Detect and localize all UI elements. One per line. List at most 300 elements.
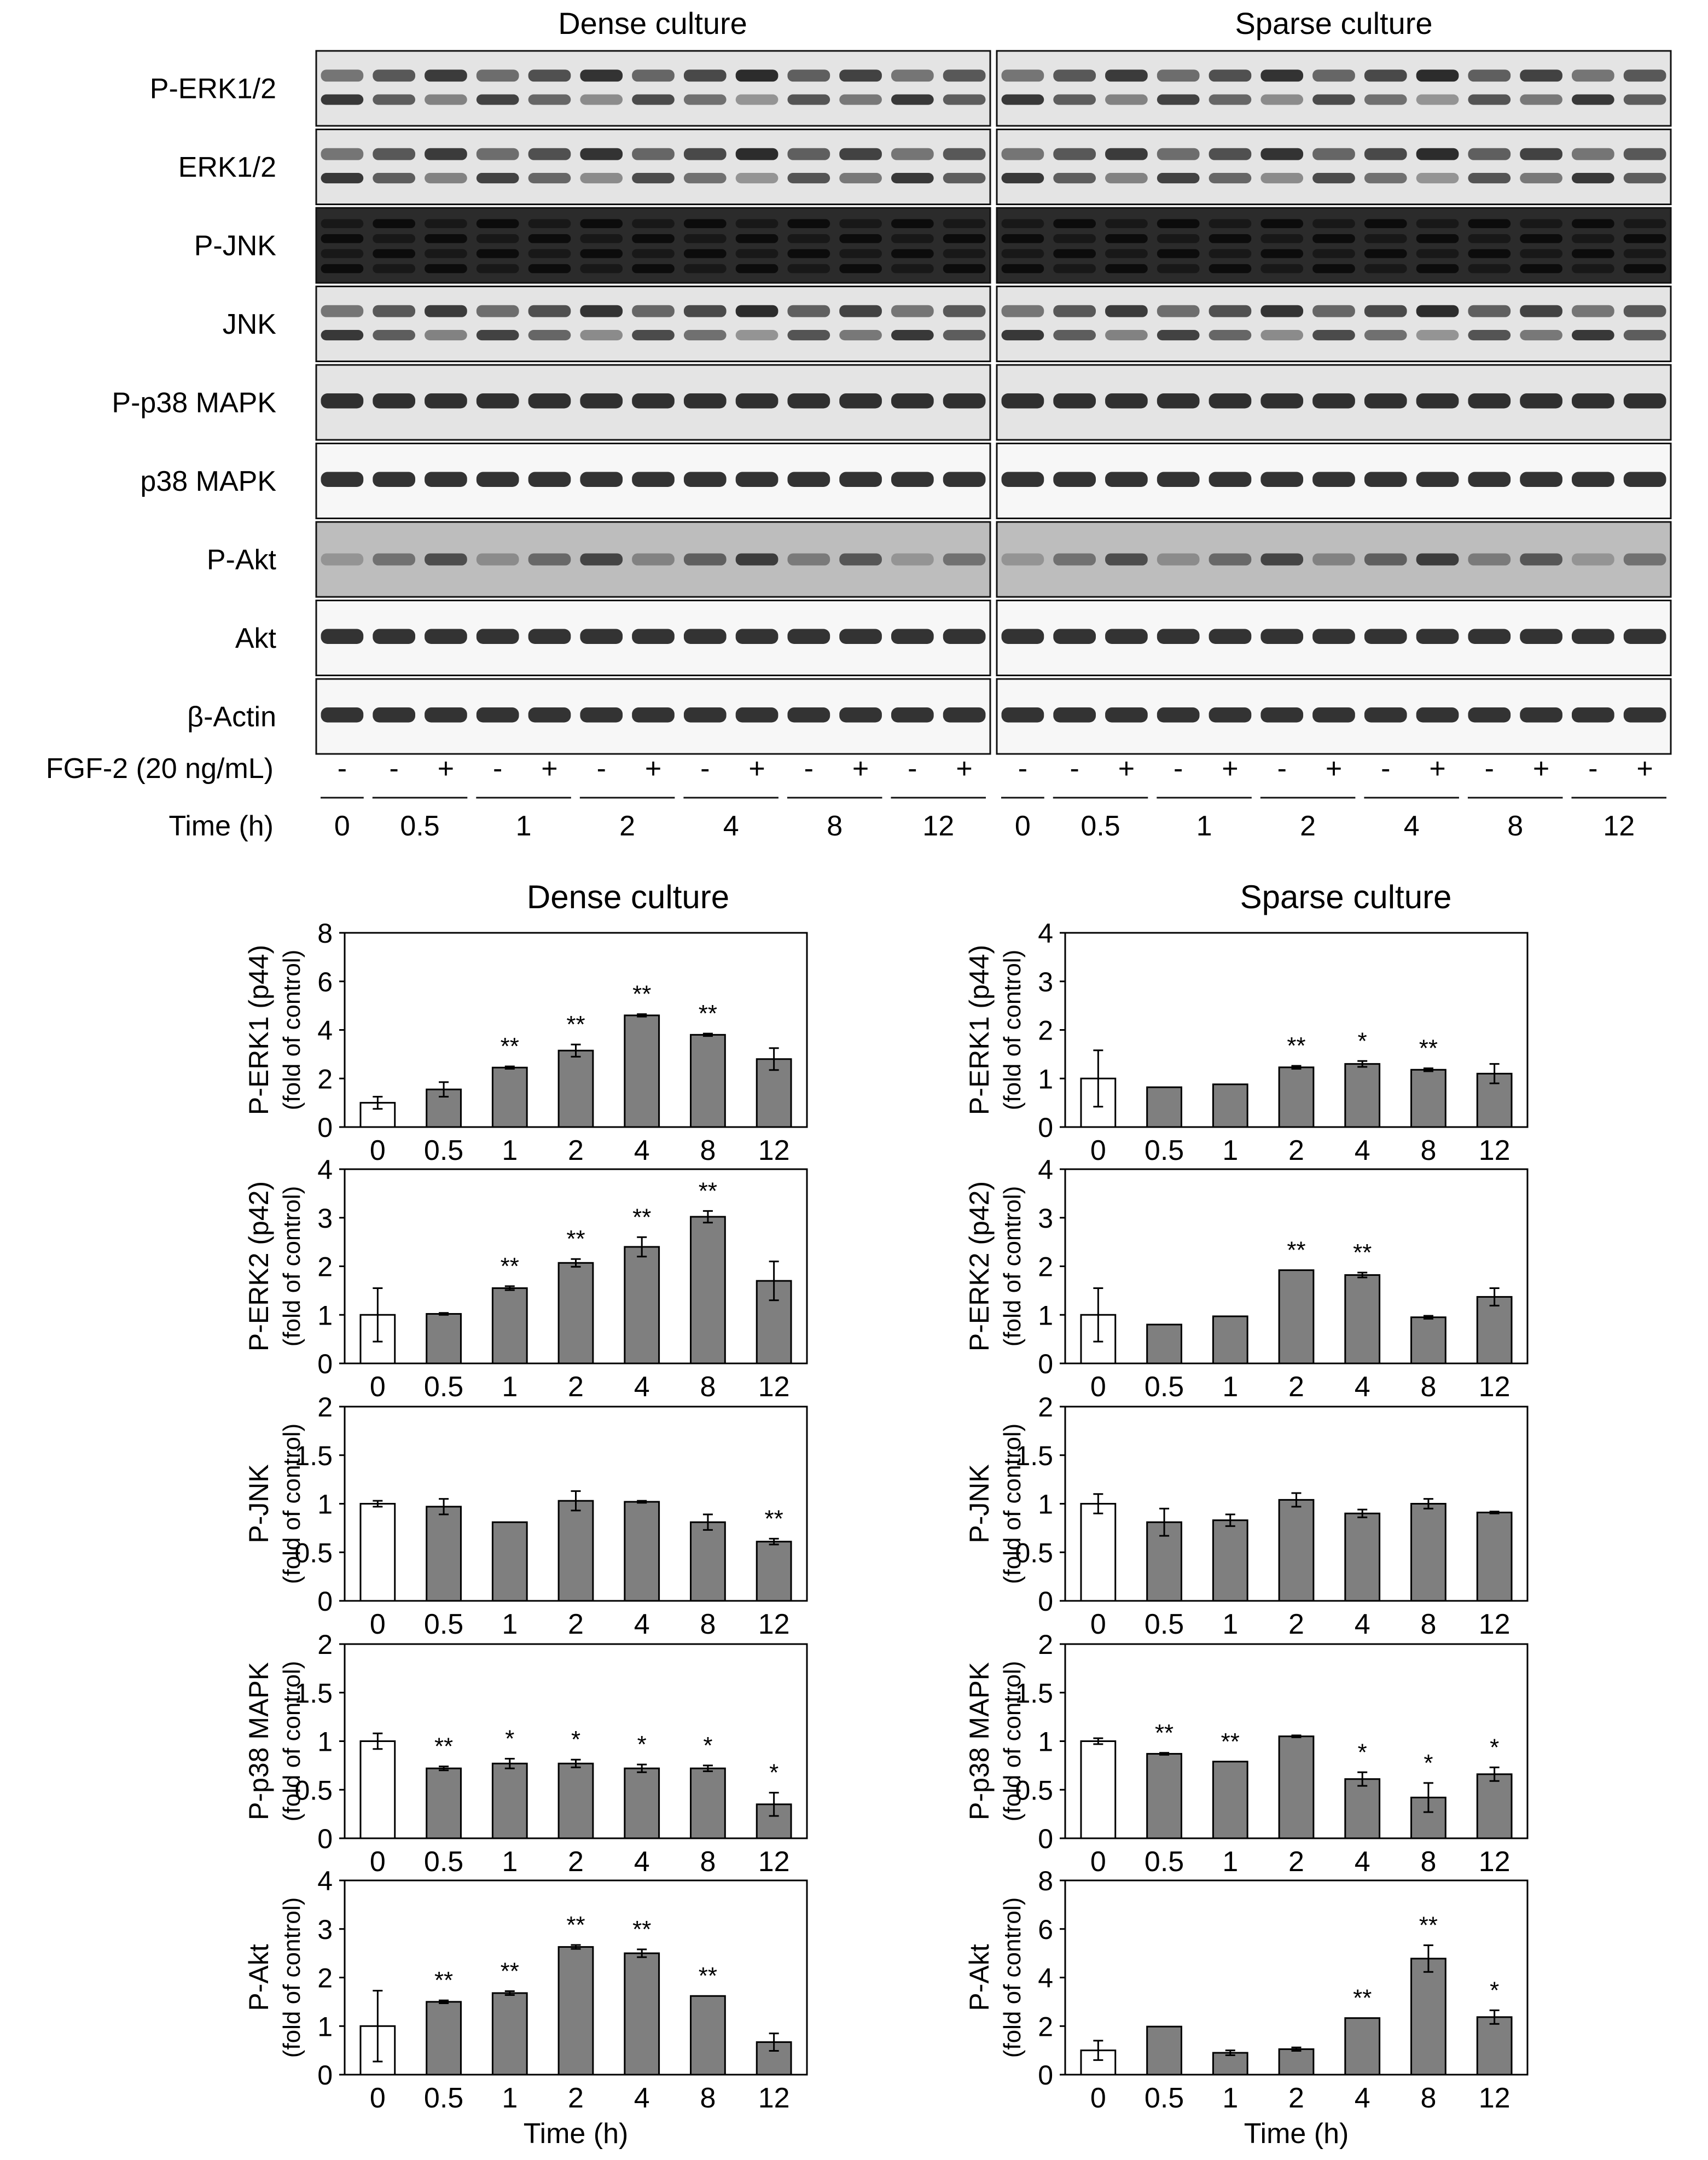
fgf2-sign: - <box>1070 753 1079 785</box>
y-tick-label: 1.5 <box>1015 1440 1053 1471</box>
blot-band <box>1520 330 1562 340</box>
blot-band <box>1572 264 1614 273</box>
blot-band <box>1209 305 1252 317</box>
blot-band <box>632 472 675 487</box>
blot-membrane <box>316 287 990 362</box>
significance-mark: * <box>1357 1739 1367 1766</box>
y-tick-label: 4 <box>1038 1962 1053 1994</box>
fgf2-sign: - <box>700 753 710 785</box>
blot-band <box>1624 554 1666 566</box>
blot-band <box>1209 94 1252 104</box>
blot-band <box>1105 148 1148 160</box>
fgf2-sign: - <box>804 753 814 785</box>
blot-band <box>891 472 934 487</box>
blot-band <box>1260 234 1303 243</box>
blot-band <box>477 173 519 183</box>
y-tick-label: 6 <box>317 966 333 997</box>
blot-band <box>632 707 675 722</box>
x-tick-label: 8 <box>700 2082 716 2114</box>
blot-band <box>891 330 934 340</box>
significance-mark: * <box>637 1731 647 1758</box>
x-tick-label: 0.5 <box>423 2082 464 2114</box>
blot-band <box>632 249 675 258</box>
bar <box>1213 1084 1247 1127</box>
blot-band <box>839 707 882 722</box>
y-tick-label: 8 <box>1038 1866 1053 1896</box>
blot-band <box>684 148 727 160</box>
bar <box>1411 1504 1446 1601</box>
blot-band <box>632 234 675 243</box>
blot-band <box>1002 707 1044 722</box>
blot-band <box>425 330 467 340</box>
blot-band <box>943 472 986 487</box>
blot-band <box>477 148 519 160</box>
blot-band <box>373 629 415 644</box>
blot-band <box>632 554 675 566</box>
blot-row-label: P-JNK <box>194 230 276 262</box>
blot-band <box>580 472 623 487</box>
time-point-label: 4 <box>723 810 739 842</box>
blot-band <box>1053 554 1096 566</box>
blot-band <box>1260 629 1303 644</box>
blot-band <box>1572 173 1614 183</box>
blot-band <box>1364 249 1407 258</box>
blot-band <box>943 148 986 160</box>
blot-band <box>1002 148 1044 160</box>
fgf2-sign: - <box>493 753 503 785</box>
blot-band <box>321 305 364 317</box>
blot-band <box>1572 393 1614 408</box>
bar <box>361 1504 395 1601</box>
blot-band <box>528 94 571 104</box>
blot-band <box>632 393 675 408</box>
blot-band <box>1364 305 1407 317</box>
bar <box>492 1522 527 1601</box>
x-axis-label: Time (h) <box>523 2118 629 2150</box>
bar <box>691 1217 725 1363</box>
blot-band <box>321 249 364 258</box>
x-tick-label: 4 <box>634 1135 650 1166</box>
blot-band <box>943 69 986 82</box>
bar <box>427 1507 461 1601</box>
blot-band <box>580 305 623 317</box>
blot-band <box>1209 173 1252 183</box>
blot-band <box>1572 554 1614 566</box>
significance-mark: ** <box>1287 1032 1306 1060</box>
y-axis-label: P-ERK2 (p42) <box>243 1181 274 1352</box>
x-tick-label: 1 <box>1222 1609 1239 1640</box>
blot-band <box>1468 554 1511 566</box>
blot-band <box>1468 148 1511 160</box>
blot-band <box>528 330 571 340</box>
blot-band <box>1364 707 1407 722</box>
x-tick-label: 4 <box>1354 2082 1370 2114</box>
x-tick-label: 0 <box>1090 2082 1106 2114</box>
blot-band <box>943 219 986 228</box>
blot-band <box>321 330 364 340</box>
x-tick-label: 1 <box>502 1371 518 1403</box>
blot-band <box>425 629 467 644</box>
blot-band <box>839 393 882 408</box>
blot-band <box>787 554 830 566</box>
blot-band <box>1312 69 1355 82</box>
blot-band <box>528 69 571 82</box>
blot-band <box>787 69 830 82</box>
blot-band <box>787 173 830 183</box>
fgf2-sign: + <box>541 753 558 785</box>
blot-band <box>1002 393 1044 408</box>
blot-band <box>1468 173 1511 183</box>
blot-band <box>1105 554 1148 566</box>
blot-band <box>1002 234 1044 243</box>
x-tick-label: 4 <box>634 2082 650 2114</box>
blot-row-label: ERK1/2 <box>178 152 276 183</box>
blot-band <box>1572 305 1614 317</box>
blot-band <box>477 554 519 566</box>
blot-band <box>684 554 727 566</box>
blot-band <box>1260 305 1303 317</box>
blot-band <box>1468 94 1511 104</box>
blot-band <box>1157 173 1200 183</box>
blot-band <box>1105 94 1148 104</box>
blot-band <box>1364 472 1407 487</box>
y-axis-label: P-Akt <box>243 1944 274 2011</box>
blot-band <box>684 219 727 228</box>
bar <box>1279 1067 1314 1127</box>
blot-band <box>1053 629 1096 644</box>
blot-band <box>580 94 623 104</box>
blot-band <box>1572 234 1614 243</box>
blot-membrane <box>316 51 990 126</box>
blot-band <box>632 173 675 183</box>
y-tick-label: 3 <box>1038 1203 1053 1234</box>
blot-band <box>1209 264 1252 273</box>
bar <box>492 1993 527 2075</box>
blot-band <box>1105 249 1148 258</box>
fgf2-sign: + <box>1325 753 1343 785</box>
blot-membrane <box>997 130 1671 205</box>
blot-band <box>684 707 727 722</box>
blot-band <box>1260 554 1303 566</box>
chart-sparse-4 <box>964 1866 1527 2150</box>
blot-band <box>943 249 986 258</box>
blot-band <box>839 249 882 258</box>
blot-band <box>632 629 675 644</box>
x-tick-label: 4 <box>1354 1135 1370 1166</box>
blot-band <box>1053 264 1096 273</box>
blot-band <box>1364 94 1407 104</box>
blot-band <box>1416 393 1459 408</box>
significance-mark: ** <box>1353 1984 1372 2012</box>
blot-membrane <box>997 51 1671 126</box>
blot-band <box>632 330 675 340</box>
lane-annotations <box>321 753 1666 842</box>
blot-band <box>580 264 623 273</box>
chart-dense-1 <box>243 1154 807 1403</box>
blot-band <box>528 305 571 317</box>
blot-band <box>321 554 364 566</box>
blot-band <box>1572 219 1614 228</box>
blot-band <box>373 173 415 183</box>
blot-band <box>1002 330 1044 340</box>
x-tick-label: 0.5 <box>1144 1846 1184 1878</box>
blot-band <box>1157 94 1200 104</box>
y-tick-label: 2 <box>317 1962 333 1994</box>
time-point-label: 12 <box>1603 810 1635 842</box>
blot-band <box>839 69 882 82</box>
y-tick-label: 2 <box>317 1064 333 1095</box>
blot-band <box>1416 69 1459 82</box>
significance-mark: * <box>769 1759 779 1786</box>
x-tick-label: 1 <box>502 1846 518 1878</box>
significance-mark: ** <box>1353 1239 1372 1267</box>
blot-band <box>787 264 830 273</box>
blot-band <box>1624 393 1666 408</box>
blot-band <box>1002 305 1044 317</box>
bar <box>427 1768 461 1838</box>
fgf2-sign: - <box>1018 753 1028 785</box>
bar <box>691 1522 725 1601</box>
fgf2-sign: - <box>596 753 606 785</box>
bar <box>361 1741 395 1839</box>
x-tick-label: 12 <box>1478 1846 1511 1878</box>
x-tick-label: 8 <box>700 1609 716 1640</box>
blot-band <box>787 393 830 408</box>
significance-mark: ** <box>1419 1912 1438 1939</box>
blot-band <box>736 234 779 243</box>
blot-band <box>1260 472 1303 487</box>
x-tick-label: 0.5 <box>423 1371 464 1403</box>
bar <box>1345 1779 1380 1838</box>
blot-band <box>839 94 882 104</box>
y-tick-label: 0.5 <box>294 1537 333 1569</box>
bar <box>1477 1297 1512 1363</box>
blot-band <box>1624 472 1666 487</box>
y-tick-label: 0 <box>317 1824 333 1854</box>
y-axis-sublabel: (fold of control) <box>999 1660 1026 1822</box>
y-tick-label: 1 <box>317 2011 333 2042</box>
bar <box>427 2002 461 2075</box>
blot-band <box>528 148 571 160</box>
fgf2-sign: + <box>437 753 455 785</box>
y-tick-label: 1.5 <box>294 1677 333 1709</box>
blot-band <box>1157 393 1200 408</box>
blot-band <box>736 554 779 566</box>
bar <box>492 1067 527 1127</box>
bar <box>559 1263 593 1363</box>
chart-dense-title: Dense culture <box>526 879 730 915</box>
blot-band <box>839 305 882 317</box>
blot-band <box>528 554 571 566</box>
fgf2-sign: - <box>1381 753 1391 785</box>
y-tick-label: 3 <box>317 1914 333 1945</box>
x-tick-label: 8 <box>1420 1371 1437 1403</box>
significance-mark: ** <box>500 1033 519 1060</box>
chart-dense-3 <box>243 1629 807 1878</box>
blot-band <box>1312 219 1355 228</box>
y-tick-label: 0 <box>1038 1349 1053 1379</box>
y-axis-label: P-ERK2 (p42) <box>964 1181 995 1352</box>
blot-band <box>1053 148 1096 160</box>
blot-band <box>1209 707 1252 722</box>
blot-band <box>477 707 519 722</box>
blot-band <box>1105 330 1148 340</box>
x-tick-label: 12 <box>758 1846 790 1878</box>
blot-band <box>1157 554 1200 566</box>
blot-band <box>321 94 364 104</box>
x-tick-label: 0.5 <box>423 1609 464 1640</box>
blot-band <box>891 148 934 160</box>
time-point-label: 0.5 <box>400 810 440 842</box>
blot-band <box>1468 249 1511 258</box>
bar <box>559 1947 593 2075</box>
blot-band <box>373 148 415 160</box>
blot-band <box>1364 219 1407 228</box>
bar <box>691 1035 725 1127</box>
blot-band <box>1105 173 1148 183</box>
blot-band <box>839 629 882 644</box>
x-tick-label: 2 <box>1288 1135 1304 1166</box>
blot-band <box>1572 148 1614 160</box>
x-axis-label: Time (h) <box>1244 2118 1349 2150</box>
blot-band <box>1157 234 1200 243</box>
blot-band <box>477 249 519 258</box>
blot-band <box>1364 148 1407 160</box>
y-tick-label: 0 <box>1038 1112 1053 1143</box>
blot-band <box>684 94 727 104</box>
y-axis-label: P-Akt <box>964 1944 995 2011</box>
y-tick-label: 2 <box>1038 2011 1053 2042</box>
blot-band <box>528 234 571 243</box>
blot-band <box>1624 219 1666 228</box>
blot-band <box>1416 305 1459 317</box>
significance-mark: * <box>505 1725 515 1752</box>
bar <box>625 1953 659 2075</box>
blot-band <box>736 393 779 408</box>
blot-band <box>839 219 882 228</box>
blot-band <box>373 94 415 104</box>
blot-band <box>1053 69 1096 82</box>
blot-band <box>1260 173 1303 183</box>
blot-band <box>528 472 571 487</box>
bar <box>1081 1741 1116 1839</box>
blot-band <box>1260 148 1303 160</box>
blot-membrane <box>997 287 1671 362</box>
blot-band <box>632 69 675 82</box>
y-tick-label: 4 <box>1038 1154 1053 1185</box>
blot-band <box>1312 234 1355 243</box>
y-tick-label: 3 <box>317 1203 333 1234</box>
blot-band <box>891 264 934 273</box>
blot-band <box>1209 234 1252 243</box>
blot-band <box>321 264 364 273</box>
bar <box>1147 1754 1182 1838</box>
bar <box>1477 2017 1512 2075</box>
blot-band <box>891 173 934 183</box>
blot-band <box>1002 94 1044 104</box>
blot-band <box>1520 69 1562 82</box>
blot-band <box>1105 472 1148 487</box>
significance-mark: ** <box>698 1177 718 1205</box>
significance-mark: * <box>1357 1027 1367 1055</box>
fgf2-sign: - <box>389 753 399 785</box>
blot-band <box>1624 305 1666 317</box>
blot-band <box>632 219 675 228</box>
blot-band <box>528 264 571 273</box>
fgf2-sign: - <box>1277 753 1287 785</box>
bar <box>1411 1959 1446 2075</box>
treatment-label: FGF-2 (20 ng/mL) <box>45 753 274 785</box>
y-tick-label: 0 <box>317 1112 333 1143</box>
blot-band <box>1364 264 1407 273</box>
blot-band <box>943 629 986 644</box>
bar <box>625 1015 659 1127</box>
blot-band <box>1364 69 1407 82</box>
chart-sparse-0 <box>964 918 1527 1166</box>
blot-band <box>477 305 519 317</box>
blot-band <box>1157 69 1200 82</box>
x-tick-label: 1 <box>1222 1371 1239 1403</box>
blot-band <box>1053 707 1096 722</box>
fgf2-sign: + <box>852 753 869 785</box>
bar <box>1213 1762 1247 1838</box>
significance-mark: ** <box>1221 1728 1240 1755</box>
blot-band <box>1002 249 1044 258</box>
blot-band <box>1312 472 1355 487</box>
blot-band <box>1260 393 1303 408</box>
blot-band <box>1260 69 1303 82</box>
blot-band <box>1624 330 1666 340</box>
blot-band <box>943 94 986 104</box>
x-tick-label: 4 <box>1354 1846 1370 1878</box>
time-point-label: 8 <box>1507 810 1524 842</box>
blot-band <box>1105 264 1148 273</box>
y-tick-label: 0 <box>1038 1586 1053 1617</box>
y-axis-label: P-p38 MAPK <box>964 1662 995 1821</box>
blot-band <box>1468 330 1511 340</box>
blot-band <box>787 94 830 104</box>
blot-band <box>839 472 882 487</box>
blot-band <box>891 219 934 228</box>
significance-mark: ** <box>632 980 652 1008</box>
blot-band <box>1157 148 1200 160</box>
x-tick-label: 2 <box>1288 1846 1304 1878</box>
blot-band <box>684 330 727 340</box>
blot-band <box>787 148 830 160</box>
x-tick-label: 4 <box>634 1609 650 1640</box>
significance-mark: * <box>571 1726 581 1753</box>
significance-mark: ** <box>566 1912 585 1939</box>
x-tick-label: 4 <box>634 1846 650 1878</box>
blot-band <box>684 305 727 317</box>
blot-band <box>1209 330 1252 340</box>
fgf2-sign: + <box>956 753 973 785</box>
chart-sparse-title: Sparse culture <box>1240 879 1452 915</box>
blot-band <box>373 249 415 258</box>
blot-band <box>321 69 364 82</box>
y-tick-label: 1 <box>1038 1489 1053 1520</box>
blot-band <box>528 249 571 258</box>
blot-band <box>1312 305 1355 317</box>
blot-band <box>1002 219 1044 228</box>
y-axis-sublabel: (fold of control) <box>999 1423 1026 1584</box>
x-tick-label: 0.5 <box>1144 1135 1184 1166</box>
x-tick-label: 12 <box>1478 1371 1511 1403</box>
blot-band <box>1468 393 1511 408</box>
x-tick-label: 12 <box>758 1371 790 1403</box>
x-tick-label: 2 <box>1288 1609 1304 1640</box>
blot-band <box>425 94 467 104</box>
